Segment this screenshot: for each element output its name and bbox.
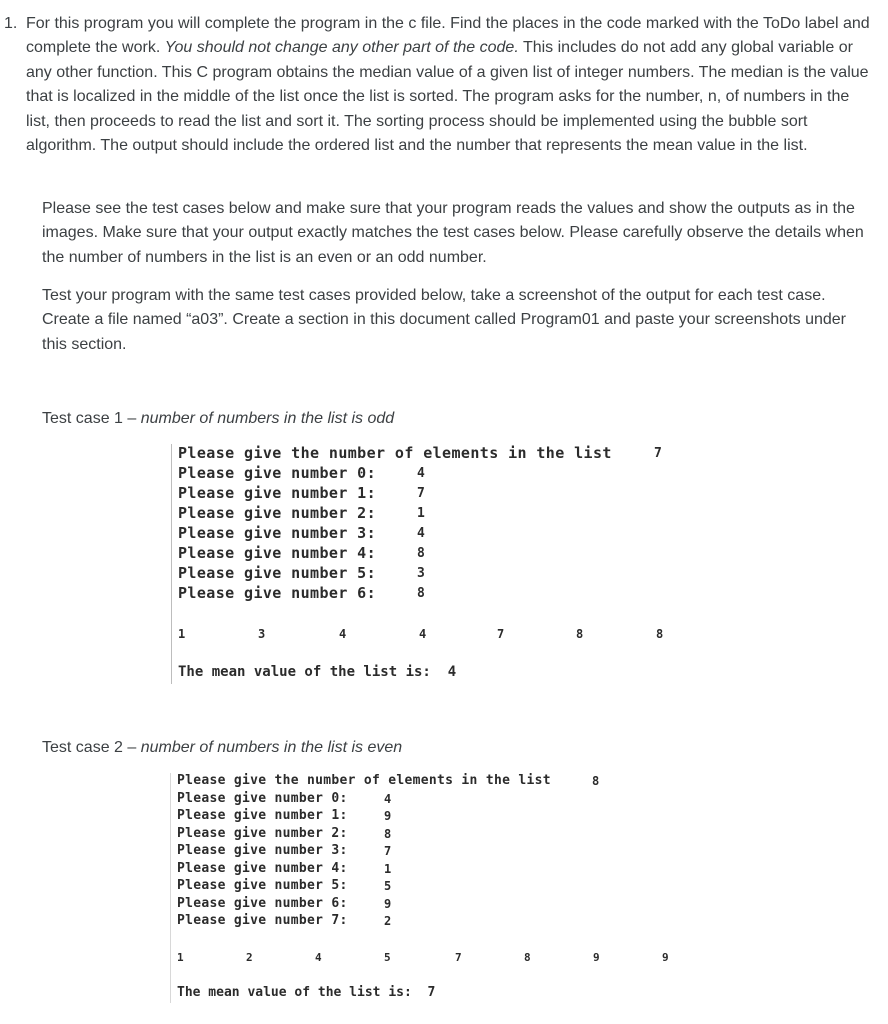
sorted-value: 4 xyxy=(339,627,347,641)
sorted-value: 9 xyxy=(662,951,669,964)
count-value: 8 xyxy=(592,774,600,788)
sorted-value: 3 xyxy=(258,627,266,641)
number-prompt: Please give number 6: xyxy=(177,895,348,911)
input-value: 9 xyxy=(384,896,392,911)
question-text: For this program you will complete the program in the c file. Find the places in the code marked with the ToDo label and complete the work. You should not change any other part of the code. This includes do not add any global variable or any other function. This C program obtains the median value of a given list of integer numbers. The median is the value that is localized in the middle of the list once the list is sorted. The program asks for the number, n, of numbers in the list, then proceeds to read the list and sort it. The sorting process should be implemented using the bubble sort algorithm. The output should include the ordered list and the number that represents the mean value in the list. xyxy=(26,15,870,155)
sorted-value: 7 xyxy=(497,627,505,641)
number-prompt: Please give number 3: xyxy=(178,524,377,542)
sorted-value: 5 xyxy=(384,951,391,964)
number-prompt: Please give number 4: xyxy=(177,860,348,876)
number-prompt: Please give number 1: xyxy=(178,484,377,502)
test-case-1-title: Test case 1 – number of numbers in the list is odd xyxy=(42,410,395,427)
input-value: 4 xyxy=(417,526,425,541)
number-prompt: Please give number 1: xyxy=(177,808,348,823)
input-value: 1 xyxy=(417,506,425,521)
sorted-value: 1 xyxy=(177,951,184,964)
mean-line: The mean value of the list is: 7 xyxy=(177,985,436,1000)
count-prompt: Please give the number of elements in the list xyxy=(177,773,551,788)
number-prompt: Please give number 6: xyxy=(178,584,377,602)
question-number: 1. xyxy=(4,15,18,32)
input-value: 1 xyxy=(384,861,392,876)
input-value: 8 xyxy=(417,586,425,601)
sorted-value: 1 xyxy=(178,627,186,641)
sorted-value: 7 xyxy=(455,951,462,964)
number-prompt: Please give number 5: xyxy=(178,564,377,582)
sorted-value: 4 xyxy=(315,951,322,964)
input-value: 3 xyxy=(417,566,425,581)
mean-line: The mean value of the list is: 4 xyxy=(178,664,457,680)
sorted-value: 4 xyxy=(419,627,427,641)
input-value: 4 xyxy=(384,791,392,806)
number-prompt: Please give number 5: xyxy=(177,878,348,893)
number-prompt: Please give number 2: xyxy=(178,504,377,522)
sorted-value: 8 xyxy=(524,951,531,964)
number-prompt: Please give number 3: xyxy=(177,843,348,858)
test-case-2-title: Test case 2 – number of numbers in the list is even xyxy=(42,739,403,756)
input-value: 2 xyxy=(384,914,392,928)
input-value: 4 xyxy=(417,466,425,481)
number-prompt: Please give number 7: xyxy=(177,913,348,928)
sorted-value: 2 xyxy=(246,951,253,964)
number-prompt: Please give number 4: xyxy=(178,544,377,562)
sorted-value: 8 xyxy=(656,627,664,641)
test-case-2-output xyxy=(170,773,691,1003)
input-value: 8 xyxy=(417,546,425,561)
sorted-value: 9 xyxy=(593,951,600,964)
instructions-paragraph: Please see the test cases below and make sure that your program reads the values and show the outputs as in the images. Make sure that your output exactly matches the test cases below. Please carefully observe the details when the number of numbers in the list is an even or an odd number. xyxy=(42,200,864,266)
input-value: 9 xyxy=(384,809,392,823)
submission-paragraph: Test your program with the same test cases provided below, take a screenshot of the output for each test case. Create a file named “a03”. Create a section in this document called Program01 and paste your screenshots under this section. xyxy=(42,287,846,353)
number-prompt: Please give number 0: xyxy=(178,464,377,482)
input-value: 7 xyxy=(417,486,425,501)
count-prompt: Please give the number of elements in the list xyxy=(178,444,612,462)
input-value: 8 xyxy=(384,826,392,841)
question-emphasis: You should not change any other part of the code. xyxy=(164,39,519,57)
input-value: 5 xyxy=(384,879,392,893)
number-prompt: Please give number 0: xyxy=(177,790,348,806)
test-case-1-output xyxy=(171,444,692,684)
input-value: 7 xyxy=(384,844,392,858)
number-prompt: Please give number 2: xyxy=(177,825,348,841)
sorted-value: 8 xyxy=(576,627,584,641)
count-value: 7 xyxy=(654,446,662,461)
